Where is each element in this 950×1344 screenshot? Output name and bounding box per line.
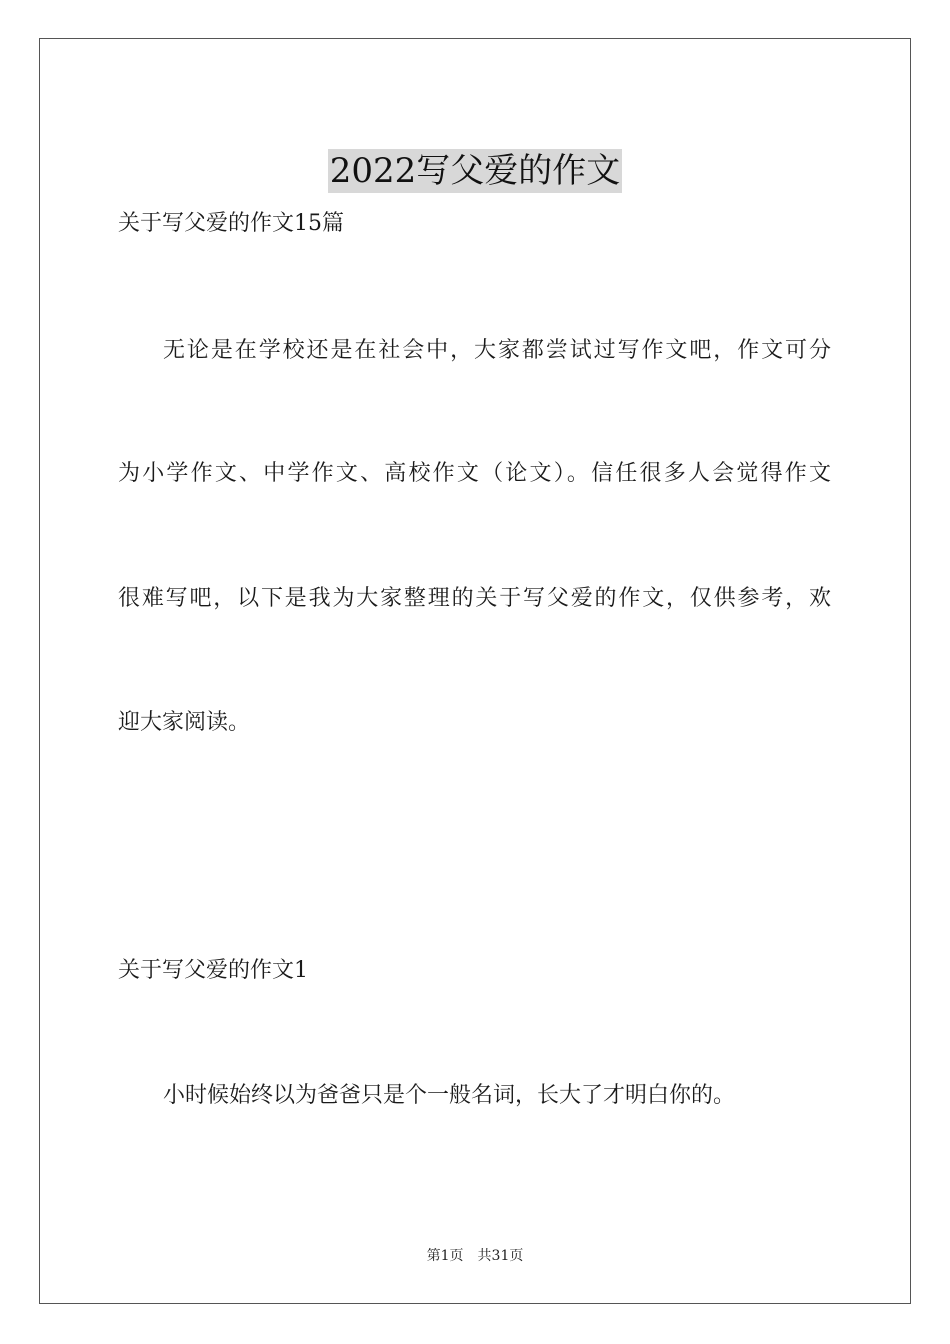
section-paragraph-line: 小时候始终以为爸爸只是个一般名词，长大了才明白你的。 [163,1083,736,1108]
intro-line-1: 无论是在学校还是在社会中，大家都尝试过写作文吧，作文可分 [163,338,831,363]
document-subtitle: 关于写父爱的作文15篇 [118,211,344,236]
page-footer [0,1247,950,1265]
intro-line-4: 迎大家阅读。 [118,710,251,735]
intro-line-3: 很难写吧，以下是我为大家整理的关于写父爱的作文，仅供参考，欢 [118,586,831,611]
document-title: 2022写父爱的作文 [329,150,621,191]
section-heading: 关于写父爱的作文1 [118,958,308,983]
page-number: 第1页 [426,1248,464,1264]
page-total: 共31页 [477,1248,524,1264]
title-container [0,126,950,216]
intro-line-2: 为小学作文、中学作文、高校作文（论文）。信任很多人会觉得作文 [118,461,831,486]
